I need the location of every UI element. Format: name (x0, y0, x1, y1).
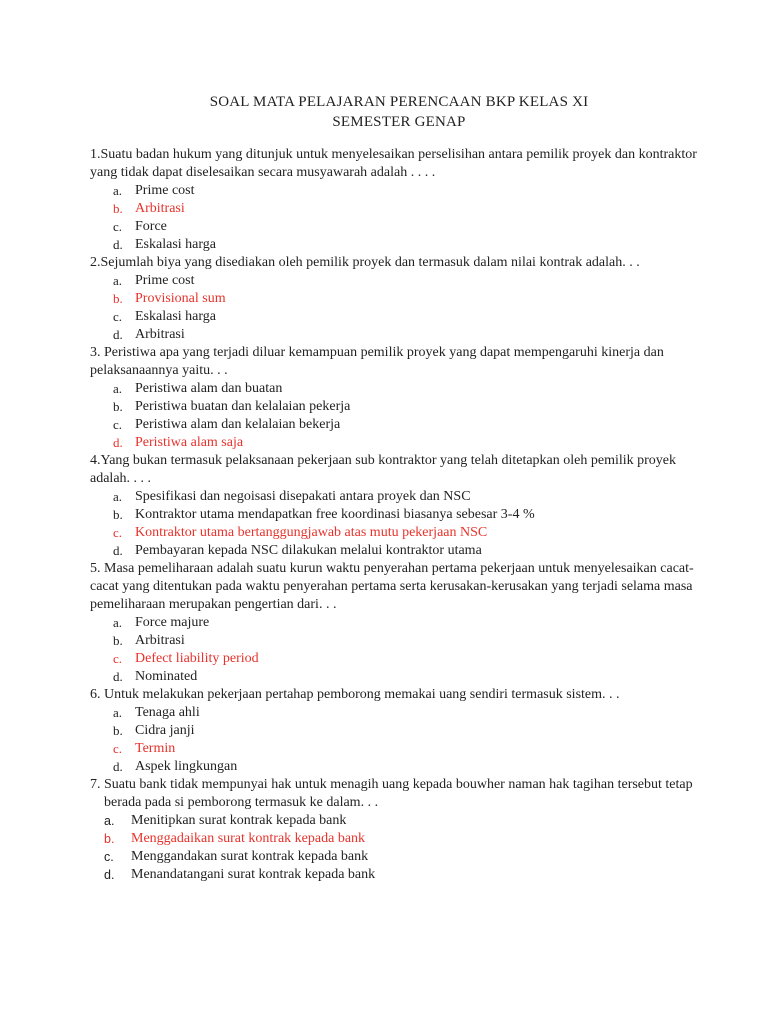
question-text: 7. Suatu bank tidak mempunyai hak untuk menagih uang kepada bouwher naman hak tagihan tersebut tetap berada pada si pemborong termasuk ke dalam. . . (90, 777, 693, 810)
question-text: 3. Peristiwa apa yang terjadi diluar kemampuan pemilik proyek yang dapat mempengaruhi kinerja dan pelaksanaannya yaitu. . . (90, 345, 664, 378)
option-letter: c. (113, 417, 123, 432)
option-c (90, 308, 698, 326)
option-letter: b. (113, 507, 123, 522)
option-letter: a. (113, 381, 123, 396)
question-3 (90, 344, 698, 452)
question-text: 1.Suatu badan hukum yang ditunjuk untuk menyelesaikan perselisihan antara pemilik proyek dan kontraktor yang tidak dapat diselesaikan secara musyawarah adalah . . . . (90, 147, 697, 180)
option-letter: c. (104, 850, 114, 864)
option-text: Provisional sum (135, 291, 226, 306)
option-letter: b. (113, 399, 123, 414)
option-a (90, 614, 698, 632)
option-letter: d. (113, 669, 123, 684)
option-text: Pembayaran kepada NSC dilakukan melalui kontraktor utama (135, 543, 482, 558)
option-text: Termin (135, 741, 176, 756)
option-letter: a. (113, 489, 123, 504)
option-letter: b. (113, 291, 123, 306)
option-b (90, 632, 698, 650)
question-2 (90, 254, 698, 344)
option-text: Arbitrasi (135, 327, 185, 342)
option-text: Peristiwa alam saja (135, 435, 244, 450)
option-b (90, 722, 698, 740)
option-text: Peristiwa alam dan buatan (135, 381, 283, 396)
option-letter: c. (113, 651, 123, 666)
option-text: Kontraktor utama bertanggungjawab atas mutu pekerjaan NSC (135, 525, 488, 540)
option-text: Peristiwa buatan dan kelalaian pekerja (135, 399, 351, 414)
option-text: Spesifikasi dan negoisasi disepakati antara proyek dan NSC (135, 489, 471, 504)
question-text: 6. Untuk melakukan pekerjaan pertahap pemborong memakai uang sendiri termasuk sistem. . . (90, 687, 620, 702)
option-a (90, 812, 698, 830)
option-text: Peristiwa alam dan kelalaian bekerja (135, 417, 341, 432)
option-list (90, 812, 698, 884)
question-1 (90, 146, 698, 254)
option-text: Prime cost (135, 273, 195, 288)
option-text: Force majure (135, 615, 210, 630)
option-letter: b. (113, 201, 123, 216)
option-letter: c. (113, 309, 123, 324)
option-c-correct (90, 650, 698, 668)
option-c-correct (90, 524, 698, 542)
option-text: Arbitrasi (135, 633, 185, 648)
option-text: Eskalasi harga (135, 309, 216, 324)
option-letter: d. (113, 327, 123, 342)
option-d (90, 668, 698, 686)
option-list (90, 380, 698, 452)
question-4 (90, 452, 698, 560)
option-text: Menandatangani surat kontrak kepada bank (131, 867, 376, 882)
option-letter: a. (113, 183, 123, 198)
option-b (90, 506, 698, 524)
option-letter: d. (113, 435, 123, 450)
option-a (90, 182, 698, 200)
question-6 (90, 686, 698, 776)
option-letter: d. (104, 868, 115, 882)
option-list (90, 704, 698, 776)
option-b (90, 398, 698, 416)
option-text: Prime cost (135, 183, 195, 198)
option-letter: b. (104, 832, 115, 846)
option-list (90, 272, 698, 344)
option-c-correct (90, 740, 698, 758)
option-letter: c. (113, 525, 123, 540)
option-text: Menggadaikan surat kontrak kepada bank (131, 831, 366, 846)
option-list (90, 182, 698, 254)
option-letter: a. (113, 615, 123, 630)
option-text: Defect liability period (135, 651, 259, 666)
question-7 (90, 776, 698, 884)
option-b-correct (90, 200, 698, 218)
option-b-correct (90, 830, 698, 848)
option-text: Arbitrasi (135, 201, 185, 216)
option-d (90, 326, 698, 344)
option-letter: a. (113, 705, 123, 720)
option-list (90, 614, 698, 686)
option-d (90, 758, 698, 776)
option-text: Menitipkan surat kontrak kepada bank (131, 813, 347, 828)
option-text: Aspek lingkungan (135, 759, 238, 774)
title-line-1: SOAL MATA PELAJARAN PERENCAAN BKP KELAS XI (209, 94, 589, 110)
option-text: Force (135, 219, 167, 234)
option-letter: d. (113, 759, 123, 774)
option-letter: a. (104, 814, 115, 828)
option-d (90, 866, 698, 884)
option-c (90, 416, 698, 434)
option-a (90, 380, 698, 398)
option-letter: b. (113, 723, 123, 738)
option-text: Menggandakan surat kontrak kepada bank (131, 849, 369, 864)
option-letter: c. (113, 219, 123, 234)
option-text: Tenaga ahli (135, 705, 200, 720)
option-text: Cidra janji (135, 723, 195, 738)
option-a (90, 704, 698, 722)
question-text: 2.Sejumlah biya yang disediakan oleh pemilik proyek dan termasuk dalam nilai kontrak adalah. . . (90, 255, 640, 270)
question-text: 4.Yang bukan termasuk pelaksanaan pekerjaan sub kontraktor yang telah ditetapkan oleh pemilik proyek adalah. . . . (90, 453, 677, 486)
option-d (90, 542, 698, 560)
option-a (90, 272, 698, 290)
option-b-correct (90, 290, 698, 308)
title-line-2: SEMESTER GENAP (332, 114, 466, 130)
option-d-correct (90, 434, 698, 452)
option-letter: d. (113, 543, 123, 558)
option-a (90, 488, 698, 506)
option-text: Kontraktor utama mendapatkan free koordinasi biasanya sebesar 3-4 % (135, 507, 535, 522)
question-text: 5. Masa pemeliharaan adalah suatu kurun waktu penyerahan pertama pekerjaan untuk menyelesaikan cacat-cacat yang ditentukan pada waktu penyerahan pertama serta kerusakan-kerusakan yang terjadi selama masa pemeliharaan merupakan pengertian dari. . . (90, 561, 694, 612)
option-text: Nominated (135, 669, 198, 684)
option-c (90, 848, 698, 866)
document-title (90, 92, 698, 132)
option-d (90, 236, 698, 254)
option-letter: d. (113, 237, 123, 252)
option-text: Eskalasi harga (135, 237, 216, 252)
option-letter: b. (113, 633, 123, 648)
option-letter: c. (113, 741, 123, 756)
option-letter: a. (113, 273, 123, 288)
option-list (90, 488, 698, 560)
option-c (90, 218, 698, 236)
question-5 (90, 560, 698, 686)
